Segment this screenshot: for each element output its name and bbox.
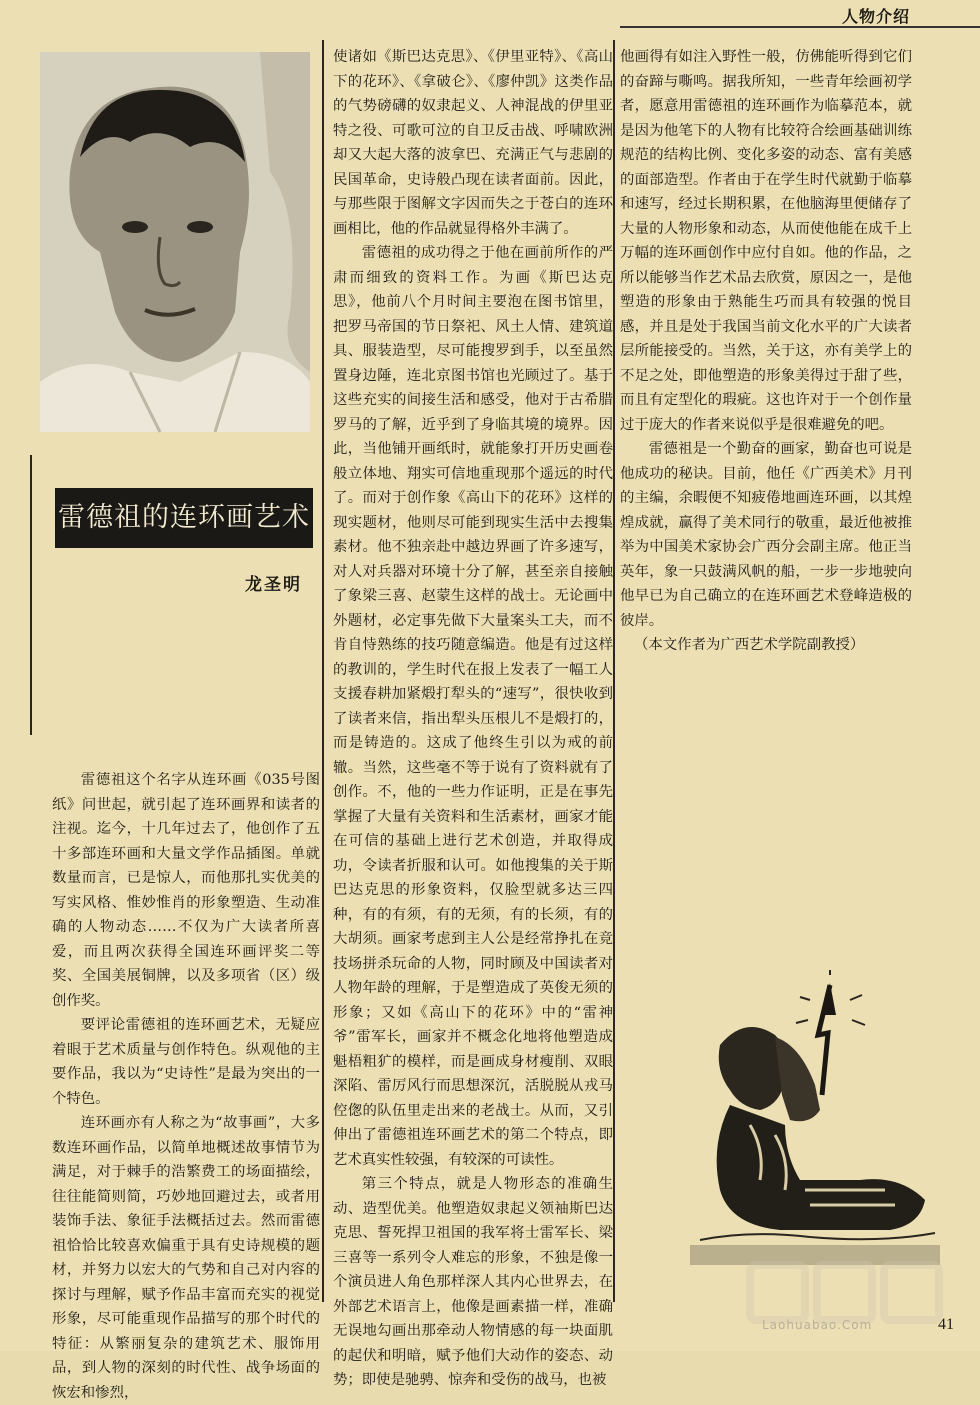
header-rule (620, 26, 980, 28)
article-author: 龙圣明 (245, 575, 302, 595)
author-note: （本文作者为广西艺术学院副教授） (634, 637, 865, 653)
paragraph: 连环画亦有人称之为“故事画”，大多数连环画作品，以简单地概述故事情节为满足，对于棘手的浩繁费工的场面描绘，往往能简则简，巧妙地回避过去，或者用装饰手法、象征手法概括过去。然而雷德祖恰恰比较喜欢偏重于具有史诗规模的题材，并努力以宏大的气势和自己对内容的探讨与理解，赋予作品丰富而充实的视觉形象，尽可能重现作品描写的那个时代的特征：从繁丽复杂的建筑艺术、服饰用品，到人物的深刻的时代性、战争场面的恢宏和惨烈， (52, 1115, 320, 1401)
section-header: 人物介绍 (841, 7, 910, 26)
paragraph: 雷德祖这个名字从连环画《035号图纸》问世起，就引起了连环画界和读者的注视。迄今，十几年过去了，他创作了五十多部连环画和大量文学作品插图。单就数量而言，已是惊人，而他那扎实优美的写实风格、惟妙惟肖的形象塑造、生动准确的人物动态……不仅为广大读者所喜爱，而且两次获得全国连环画评奖二等奖、全国美展铜牌，以及多项省（区）级创作奖。 (52, 772, 320, 1009)
page-number: 41 (938, 1316, 954, 1333)
paragraph: 要评论雷德祖的连环画艺术，无疑应着眼于艺术质量与创作特色。纵观他的主要作品，我以为“史诗性”是最为突出的一个特色。 (52, 1017, 320, 1107)
article-title: 雷德祖的连环画艺术 (58, 502, 310, 533)
text-column-2 (333, 45, 613, 1393)
portrait-illustration (40, 52, 310, 432)
watermark-url: Laohuabao.Com (762, 1318, 873, 1332)
column-divider-2 (613, 40, 615, 1302)
paragraph: 他画得有如注入野性一般，仿佛能听得到它们的奋蹄与嘶鸣。据我所知，一些青年绘画初学者，愿意用雷德祖的连环画作为临摹范本，就是因为他笔下的人物有比较符合绘画基础训练规范的结构比例、变化多姿的动态、富有美感的面部造型。作者由于在学生时代就勤于临摹和速写，经过长期积累，在他脑海里便储存了大量的人物形象和动态，从而使他能在成千上万幅的连环画创作中应付自如。他的作品，之所以能够当作艺术品去欣赏，原因之一，是他塑造的形象由于熟能生巧而具有较强的悦目感，并且是处于我国当前文化水平的广大读者层所能接受的。当然，关于这，亦有美学上的不足之处，即他塑造的形象美得过于甜了些，而且有定型化的瑕疵。这也许对于一个创作量过于庞大的作者来说似乎是很难避免的吧。 (620, 49, 912, 433)
paragraph: 雷德祖是一个勤奋的画家，勤奋也可说是他成功的秘诀。目前，他任《广西美术》月刊的主编，余暇便不知疲倦地画连环画，以其煌煌成就，赢得了美术同行的敬重，最近他被推举为中国美术家协会广西分会副主席。他正当英年，象一只鼓满风帆的船，一步一步地驶向他早已为自己确立的在连环画艺术登峰造极的彼岸。 (620, 441, 912, 629)
article-title-box (55, 488, 313, 548)
paragraph: 第三个特点，就是人物形态的准确生动、造型优美。他塑造奴隶起义领袖斯巴达克思、誓死捍卫祖国的我军将士雷军长、梁三喜等一系列令人难忘的形象，不独是像一个演员进人角色那样深人其内心世界去，在外部艺术语言上，他像是画素描一样，准确无误地勾画出那牵动人物情感的每一块面肌的起伏和明暗，赋予他们大动作的姿态、动势；即使是驰骋、惊奔和受伤的战马，也被 (333, 1176, 613, 1388)
column-divider-1 (322, 40, 324, 1302)
left-column-rule (30, 455, 32, 735)
portrait-photo (40, 52, 310, 432)
text-column-1 (52, 768, 320, 1405)
paragraph: 使诸如《斯巴达克思》、《伊里亚特》、《高山下的花环》、《拿破仑》、《廖仲凯》这类作品的气势磅礴的奴隶起义、人神混战的伊里亚特之役、可歌可泣的自卫反击战、呼啸欧洲却又大起大落的波拿巴、充满正气与悲剧的民国革命，史诗般凸现在读者面前。因此，与那些限于图解文字因而失之于苍白的连环画相比，他的作品就显得格外丰满了。 (333, 49, 613, 237)
paragraph: 雷德祖的成功得之于他在画前所作的严肃而细致的资料工作。为画《斯巴达克思》，他前八个月时间主要泡在图书馆里，把罗马帝国的节日祭祀、风土人情、建筑道具、服装造型，尽可能搜罗到手，以至虽然置身边陲，连北京图书馆也光顾过了。基于这些充实的间接生活和感受，他对于古希腊罗马的了解，近乎到了身临其境的境界。因此，当他铺开画纸时，就能象打开历史画卷般立体地、翔实可信地重现那个遥远的时代了。而对于创作象《高山下的花环》这样的现实题材，他则尽可能到现实生活中去搜集素材。他不独亲赴中越边界画了许多速写，对人对兵器对环境十分了解，甚至亲自接触了象梁三喜、赵蒙生这样的战士。无论画中外题材，必定事先做下大量案头工夫，而不肯自恃熟练的技巧随意编造。他是有过这样的教训的，学生时代在报上发表了一幅工人支援春耕加紧煅打犁头的“速写”，很快收到了读者来信，指出犁头压根儿不是煅打的，而是铸造的。这成了他终生引以为戒的前辙。当然，这些毫不等于说有了资料就有了创作。不，他的一些力作证明，正是在事先掌握了大量有关资料和生活素材，画家才能在可信的基础上进行艺术创造，并取得成功，令读者折服和认可。如他搜集的关于斯巴达克思的形象资料，仅脸型就多达三四种，有的有须，有的无须，有的长须，有的大胡须。画家考虑到主人公是经常挣扎在竞技场拼杀玩命的人物，同时顾及中国读者对人物年龄的理解，于是塑造成了英俊无须的形象；又如《高山下的花环》中的“雷神爷”雷军长，画家并不概念化地将他塑造成魁梧粗犷的模样，而是画成身材瘦削、双眼深陷、雷厉风行而思想深沉，活脱脱从戎马倥偬的队伍里走出来的老战士。从而，又引伸出了雷德祖连环画艺术的第二个特点，即艺术真实性较强，有较深的可读性。 (333, 245, 613, 1168)
text-column-3 (620, 45, 912, 658)
warrior-illustration (690, 975, 940, 1265)
